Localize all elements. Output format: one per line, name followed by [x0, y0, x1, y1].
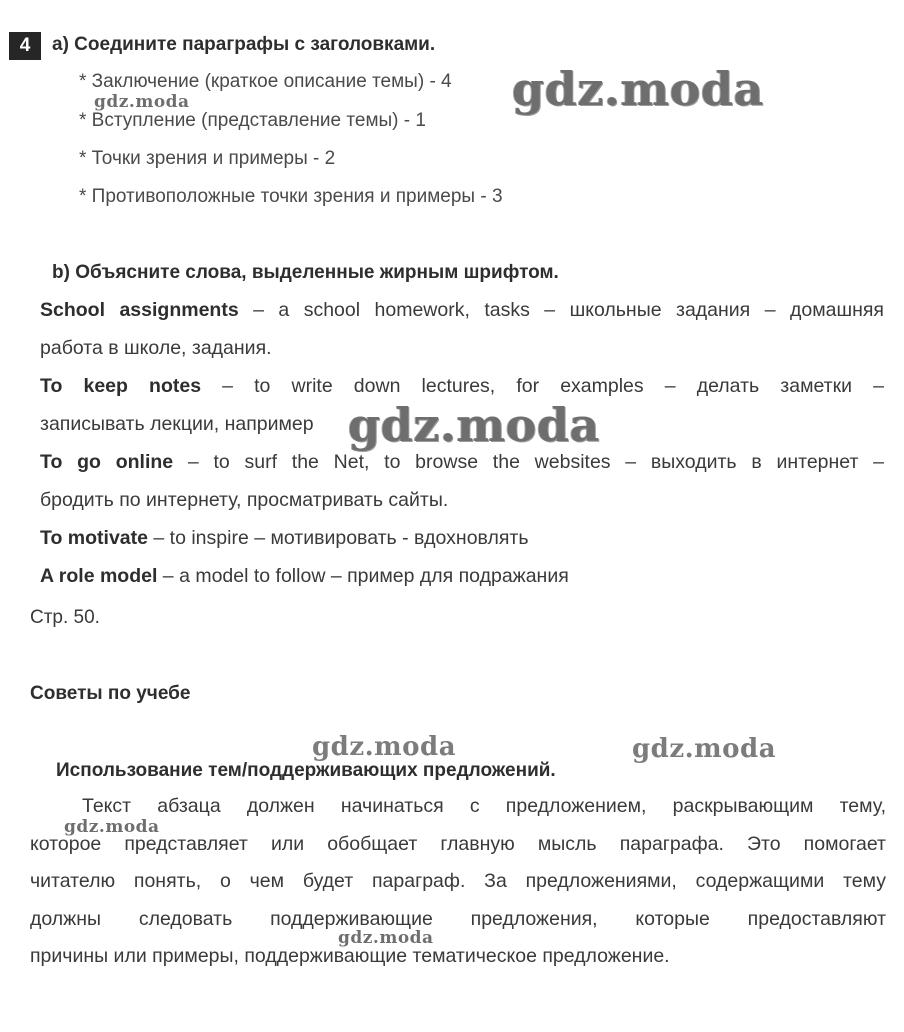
part-b-heading: b) Объясните слова, выделенные жирным шрифтом.: [52, 262, 559, 283]
part-a-item-3: * Точки зрения и примеры - 2: [79, 148, 336, 169]
paragraph-line-3: читателю понять, о чем будет параграф. За предложениями, содержащими тему: [30, 870, 886, 892]
watermark-logo: gdz.moda: [94, 92, 190, 112]
definition-3-line-2: бродить по интернету, просматривать сайты.: [40, 489, 449, 511]
watermark-logo: gdz.moda: [632, 734, 777, 764]
study-tips-subtitle: Использование тем/поддерживающих предложений.: [56, 760, 556, 781]
watermark-logo: gdz.moda: [312, 732, 457, 762]
paragraph-line-4: должны следовать поддерживающие предложения, которые предоставляют: [30, 907, 886, 930]
part-a-item-2: * Вступление (представление темы) - 1: [79, 110, 426, 131]
paragraph-line-5: причины или примеры, поддерживающие тематическое предложение.: [30, 945, 670, 967]
definition-text: – a model to follow – пример для подражания: [157, 565, 569, 587]
definition-text: – to surf the Net, to browse the websites – выходить в интернет –: [173, 451, 885, 473]
definition-text: – a school homework, tasks – школьные задания – домашняя: [238, 299, 884, 321]
study-tips-title: Советы по учебе: [30, 683, 191, 704]
exercise-number-badge: 4: [9, 32, 41, 60]
part-a-heading: a) Соедините параграфы с заголовками.: [52, 34, 436, 55]
watermark-logo: gdz.moda: [338, 928, 434, 948]
part-a-item-4: * Противоположные точки зрения и примеры - 3: [79, 186, 503, 207]
definition-text: – to inspire – мотивировать - вдохновлять: [147, 527, 529, 549]
definition-5-line-1: [40, 557, 884, 595]
definition-term: A role model: [40, 565, 158, 587]
definition-1-line-1: [40, 291, 884, 329]
part-a-item-1: * Заключение (краткое описание темы) - 4: [79, 71, 452, 92]
page-reference: Стр. 50.: [30, 607, 100, 628]
definition-term: School assignments: [40, 299, 239, 321]
definition-text: – to write down lectures, for examples – делать заметки –: [201, 375, 884, 397]
definition-4-line-1: [40, 519, 884, 557]
watermark-logo: gdz.moda: [512, 62, 764, 116]
watermark-logo: gdz.moda: [64, 817, 160, 837]
definition-term: To motivate: [40, 527, 148, 549]
definition-term: To keep notes: [40, 375, 202, 397]
definition-term: To go online: [40, 451, 174, 473]
definition-1-line-2: работа в школе, задания.: [40, 337, 272, 359]
watermark-logo: gdz.moda: [348, 398, 600, 452]
paragraph-line-1: Текст абзаца должен начинаться с предложением, раскрывающим тему,: [82, 795, 886, 817]
definition-2-line-2: записывать лекции, например: [40, 413, 314, 435]
paragraph-line-2: которое представляет или обобщает главную мысль параграфа. Это помогает: [30, 832, 886, 855]
